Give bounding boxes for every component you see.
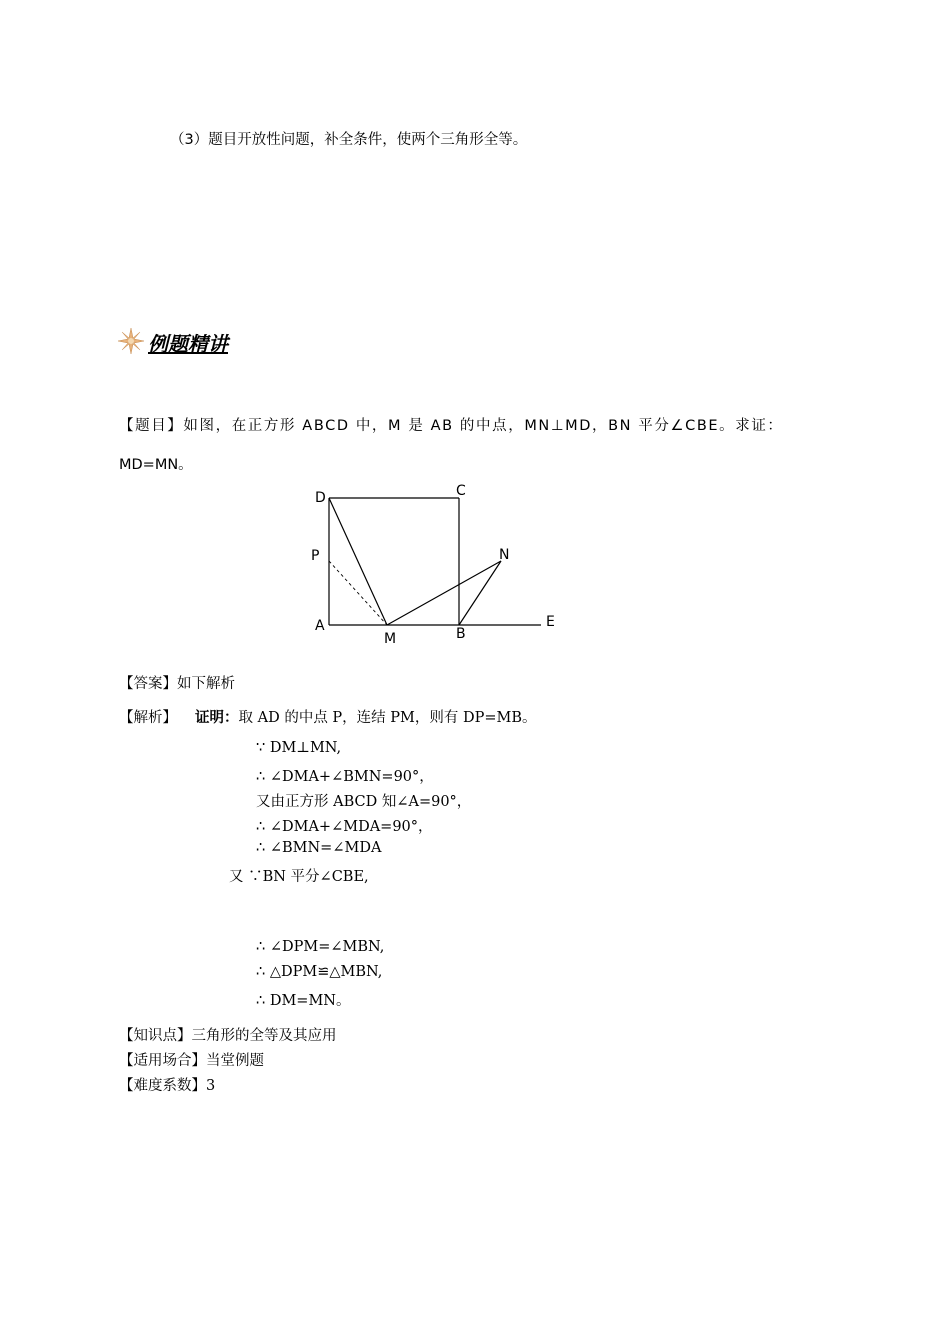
label-a: A xyxy=(315,618,325,634)
label-d: D xyxy=(315,490,326,506)
answer-tag: 【答案】 xyxy=(119,676,177,692)
segment-mn xyxy=(387,561,501,625)
proof-step: ∴ ∠BMN=∠MDA xyxy=(256,840,382,856)
label-c: C xyxy=(456,483,466,499)
analysis-tag: 【解析】 xyxy=(119,710,177,726)
geometry-figure xyxy=(300,480,570,652)
problem-statement: 【题目】如图，在正方形 ABCD 中，M 是 AB 的中点，MN⊥MD，BN 平分∠CBE。求证： xyxy=(119,418,784,434)
analysis-row xyxy=(119,706,537,727)
section-title: 例题精讲 xyxy=(148,332,228,356)
proof-step: ∴ DM=MN。 xyxy=(256,993,351,1009)
label-m: M xyxy=(384,631,397,647)
proof-step-again: 又 ∵BN 平分∠CBE, xyxy=(229,869,369,885)
label-b: B xyxy=(456,626,466,642)
segment-pm-dashed xyxy=(329,561,387,625)
label-p: P xyxy=(311,548,320,564)
segment-dm xyxy=(329,498,387,625)
difficulty-row xyxy=(119,1074,215,1095)
scene-tag: 【适用场合】 xyxy=(119,1053,206,1069)
segment-bn xyxy=(459,561,501,625)
proof-lead: 证明： xyxy=(195,709,239,726)
difficulty-tag: 【难度系数】 xyxy=(119,1078,206,1094)
proof-step: ∴ ∠DMA+∠MDA=90°， xyxy=(256,819,433,835)
problem-statement-cont: MD=MN。 xyxy=(119,457,193,473)
proof-step: ∴ ∠DPM=∠MBN, xyxy=(256,939,385,955)
proof-step: ∵ DM⊥MN, xyxy=(256,740,342,756)
knowledge-row xyxy=(119,1024,337,1045)
difficulty-value: 3 xyxy=(206,1078,216,1094)
answer-row xyxy=(119,672,235,693)
proof-step: ∴ △DPM≌△MBN, xyxy=(256,964,383,980)
scene-row xyxy=(119,1049,264,1070)
proof-step: ∴ ∠DMA+∠BMN=90°， xyxy=(256,769,434,785)
open-question-text: （3）题目开放性问题，补全条件，使两个三角形全等。 xyxy=(170,132,528,148)
knowledge-tag: 【知识点】 xyxy=(119,1028,192,1044)
scene-text: 当堂例题 xyxy=(206,1053,264,1069)
label-n: N xyxy=(499,547,510,563)
label-e: E xyxy=(546,614,555,630)
star-burst-icon xyxy=(116,326,146,356)
proof-step: 又由正方形 ABCD 知∠A=90°， xyxy=(256,794,472,810)
knowledge-text: 三角形的全等及其应用 xyxy=(191,1028,337,1044)
answer-text: 如下解析 xyxy=(177,676,235,692)
proof-first-line: 取 AD 的中点 P，连结 PM，则有 DP=MB。 xyxy=(238,710,537,726)
